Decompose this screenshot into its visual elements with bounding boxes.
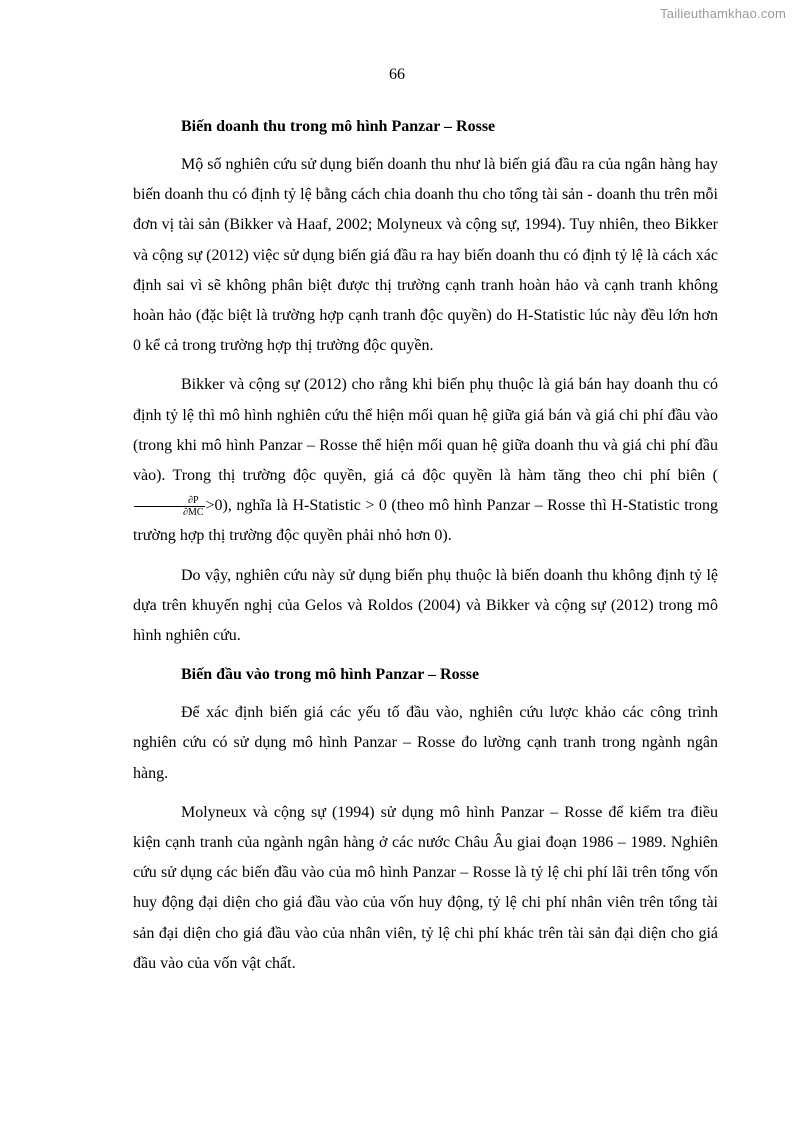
paragraph-revenue-2-part1: Bikker và cộng sự (2012) cho rằng khi biến phụ thuộc là giá bán hay doanh thu có định tỷ lệ thì mô hình nghiên cứu thể hiện mối quan hệ giữa giá bán và giá chi phí đầu vào (trong khi mô hình Panzar – Rosse thể hiện mối quan hệ giữa doanh thu và giá chi phí đầu vào). Trong thị trường độc quyền, giá cả độc quyền là hàm tăng theo chi phí biên ( bbox=[133, 376, 718, 485]
watermark: Tailieuthamkhao.com bbox=[660, 6, 786, 21]
document-body bbox=[133, 112, 718, 988]
paragraph-revenue-1: Mộ số nghiên cứu sử dụng biến doanh thu như là biến giá đầu ra của ngân hàng hay biến doanh thu có định tỷ lệ bằng cách chia doanh thu cho tổng tài sản - doanh thu trên mỗi đơn vị tài sản (Bikker và Haaf, 2002; Molyneux và cộng sự, 1994). Tuy nhiên, theo Bikker và cộng sự (2012) việc sử dụng biến giá đầu ra hay biến doanh thu có định tỷ lệ là cách xác định sai vì sẽ không phân biệt được thị trường cạnh tranh hoàn hảo và cạnh tranh không hoàn hảo (đặc biệt là trường hợp cạnh tranh độc quyền) do H-Statistic lúc này đều lớn hơn 0 kể cả trong trường hợp thị trường độc quyền. bbox=[133, 156, 718, 355]
partial-derivative-fraction bbox=[134, 495, 205, 518]
section-heading-revenue-variable: Biến doanh thu trong mô hình Panzar – Rosse bbox=[181, 118, 496, 135]
paragraph-input-1: Để xác định biến giá các yếu tố đầu vào, nghiên cứu lược khảo các công trình nghiên cứu có sử dụng mô hình Panzar – Rosse đo lường cạnh tranh trong ngành ngân hàng. bbox=[133, 704, 718, 782]
paragraph-revenue-3: Do vậy, nghiên cứu này sử dụng biến phụ thuộc là biến doanh thu không định tỷ lệ dựa trên khuyến nghị của Gelos và Roldos (2004) và Bikker và cộng sự (2012) trong mô hình nghiên cứu. bbox=[133, 566, 718, 645]
paragraph-input-2: Molyneux và cộng sự (1994) sử dụng mô hình Panzar – Rosse để kiểm tra điều kiện cạnh tranh của ngành ngân hàng ở các nước Châu Âu giai đoạn 1986 – 1989. Nghiên cứu sử dụng các biến đầu vào của mô hình Panzar – Rosse là tỷ lệ chi phí lãi trên tổng vốn huy động đại diện cho giá đầu vào của vốn huy động, tỷ lệ chi phí nhân viên trên tổng tài sản đại diện cho giá đầu vào của nhân viên, tỷ lệ chi phí khác trên tài sản đại diện cho giá đầu vào của vốn vật chất. bbox=[133, 803, 718, 972]
paragraph-revenue-2-part2: >0), nghĩa là H-Statistic > 0 (theo mô hình Panzar – Rosse thì H-Statistic trong trường hợp thị trường độc quyền phải nhỏ hơn 0). bbox=[133, 497, 718, 545]
fraction-numerator: ∂P bbox=[134, 495, 205, 507]
paragraph-revenue-2 bbox=[133, 370, 718, 551]
fraction-denominator: ∂MC bbox=[183, 507, 204, 519]
section-heading-input-variable: Biến đầu vào trong mô hình Panzar – Rosse bbox=[181, 666, 480, 684]
page-number: 66 bbox=[389, 66, 405, 83]
